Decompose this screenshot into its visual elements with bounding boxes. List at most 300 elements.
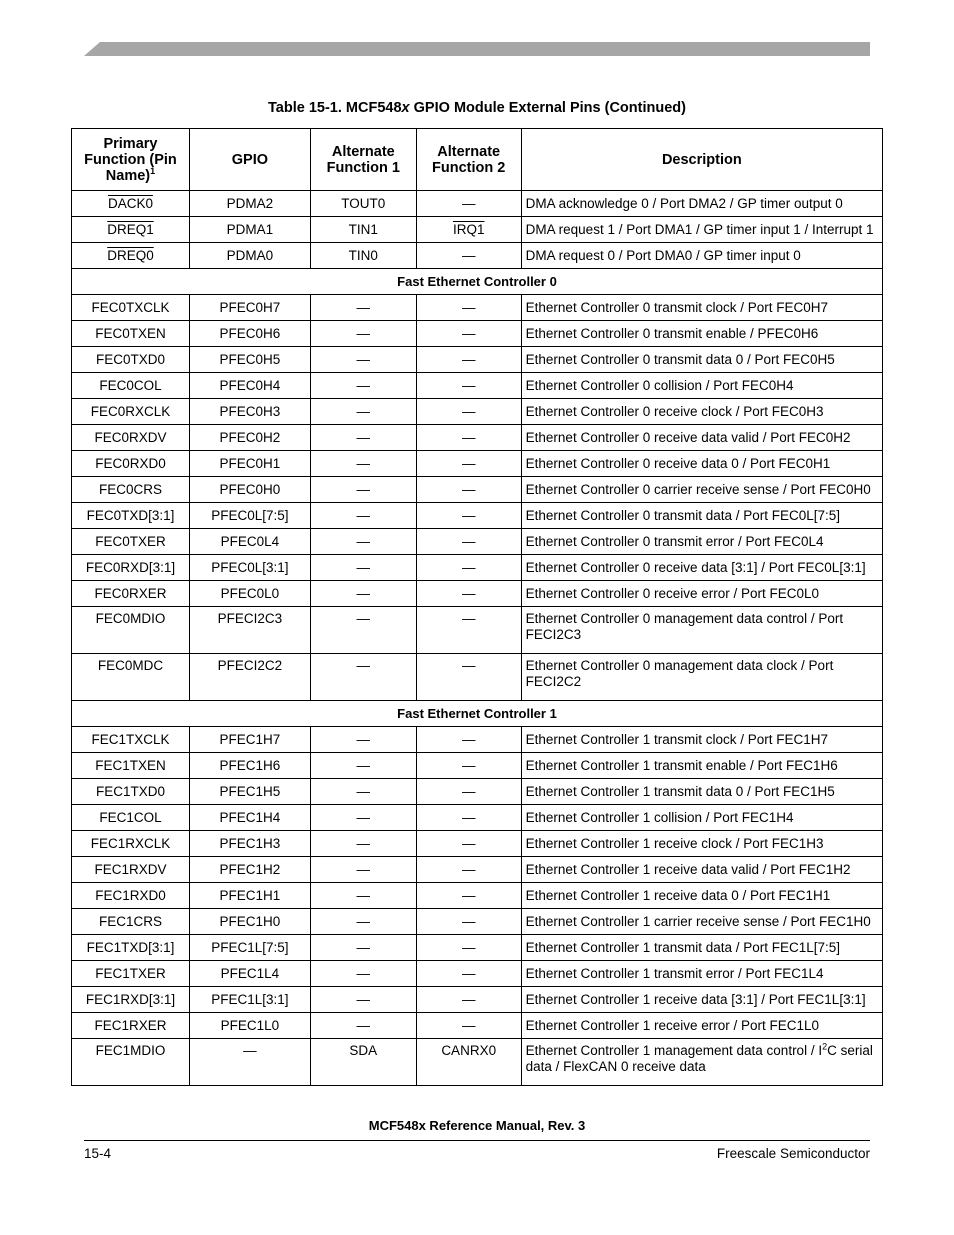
pin-name-cell	[72, 373, 190, 399]
gpio-cell	[189, 1039, 310, 1086]
description-cell	[521, 243, 882, 269]
footer-divider	[84, 1140, 870, 1141]
pin-name-cell	[72, 1013, 190, 1039]
description-cell	[521, 191, 882, 217]
alt2-cell	[416, 217, 521, 243]
description-cell-text: Ethernet Controller 1 receive error / Port FEC1L0	[525, 1017, 820, 1033]
alt1-cell	[310, 373, 416, 399]
manual-title: MCF548x Reference Manual, Rev. 3	[368, 1118, 586, 1133]
description-cell	[521, 399, 882, 425]
description-cell-text: Ethernet Controller 1 collision / Port FEC1H4	[525, 809, 794, 825]
gpio-cell	[189, 1013, 310, 1039]
gpio-cell-text: PDMA1	[226, 221, 274, 237]
col-alt-function-2: Alternate Function 2	[416, 129, 521, 191]
table-row	[72, 321, 883, 347]
description-cell-text: Ethernet Controller 1 receive data valid / Port FEC1H2	[525, 861, 851, 877]
gpio-cell-text: PFEC1H5	[219, 783, 281, 799]
alt1-cell-text: —	[356, 835, 371, 851]
alt1-cell-text: —	[356, 1017, 371, 1033]
description-cell-text: Ethernet Controller 0 transmit clock / Port FEC0H7	[525, 299, 829, 315]
alt1-cell	[310, 555, 416, 581]
description-cell	[521, 607, 882, 654]
alt1-cell	[310, 805, 416, 831]
gpio-cell	[189, 935, 310, 961]
description-cell	[521, 347, 882, 373]
alt1-cell	[310, 727, 416, 753]
pin-name-cell-text: FEC0COL	[99, 377, 162, 393]
gpio-cell	[189, 399, 310, 425]
table-row	[72, 295, 883, 321]
alt2-cell	[416, 295, 521, 321]
alt1-cell-text: —	[356, 658, 371, 673]
gpio-cell	[189, 321, 310, 347]
pin-name-cell-text: FEC0TXER	[95, 533, 166, 549]
description-cell	[521, 373, 882, 399]
pin-name-cell-text: DACK0	[107, 195, 153, 211]
description-cell-text: Ethernet Controller 1 transmit data / Port FEC1L[7:5]	[525, 939, 841, 955]
pin-name-cell	[72, 1039, 190, 1086]
alt1-cell	[310, 217, 416, 243]
alt2-cell-text: CANRX0	[441, 1043, 497, 1058]
alt2-cell	[416, 961, 521, 987]
alt1-cell	[310, 399, 416, 425]
alt2-cell-text: —	[461, 887, 476, 903]
gpio-cell	[189, 987, 310, 1013]
gpio-cell-text: PFEC1H2	[219, 861, 281, 877]
gpio-cell	[189, 503, 310, 529]
pin-table	[71, 128, 883, 1086]
alt2-cell	[416, 373, 521, 399]
pin-name-cell-text: FEC1RXD0	[95, 887, 166, 903]
pin-name-cell	[72, 987, 190, 1013]
description-cell-text: Ethernet Controller 0 transmit enable / PFEC0H6	[525, 325, 819, 341]
gpio-cell-text: PFEC0L4	[220, 533, 280, 549]
description-cell-text: Ethernet Controller 1 transmit data 0 / Port FEC1H5	[525, 783, 835, 799]
pin-name-cell-text: FEC0TXCLK	[91, 299, 170, 315]
gpio-cell-text: PFEC0L0	[220, 585, 280, 601]
table-row	[72, 654, 883, 701]
table-row	[72, 727, 883, 753]
alt1-cell	[310, 935, 416, 961]
pin-name-cell-text: DREQ0	[107, 247, 154, 263]
pin-name-cell	[72, 727, 190, 753]
pin-name-cell-text: FEC1MDIO	[95, 1043, 166, 1058]
alt1-cell	[310, 987, 416, 1013]
alt2-cell-text: —	[461, 913, 476, 929]
alt2-cell	[416, 503, 521, 529]
gpio-cell-text: PFEC0H2	[219, 429, 281, 445]
alt1-cell-text: —	[356, 809, 371, 825]
alt2-cell	[416, 347, 521, 373]
description-cell-text: Ethernet Controller 1 receive data [3:1] / Port FEC1L[3:1]	[525, 991, 866, 1007]
gpio-cell-text: —	[243, 1043, 257, 1058]
alt2-cell-text: —	[461, 757, 476, 773]
alt2-cell-text: —	[461, 1017, 476, 1033]
alt2-cell	[416, 805, 521, 831]
alt1-cell-text: —	[356, 731, 371, 747]
alt1-cell-text: —	[356, 325, 371, 341]
description-cell-text: Ethernet Controller 1 receive clock / Port FEC1H3	[525, 835, 824, 851]
gpio-cell	[189, 529, 310, 555]
alt2-cell-text: —	[461, 809, 476, 825]
gpio-cell-text: PFEC1L[3:1]	[211, 991, 289, 1007]
pin-name-cell	[72, 961, 190, 987]
pin-name-cell	[72, 581, 190, 607]
alt2-cell-text: —	[461, 991, 476, 1007]
pin-name-cell	[72, 654, 190, 701]
table-row	[72, 831, 883, 857]
description-cell	[521, 987, 882, 1013]
description-cell	[521, 935, 882, 961]
alt1-cell-text: TIN0	[348, 247, 378, 263]
alt1-cell	[310, 779, 416, 805]
alt2-cell	[416, 779, 521, 805]
alt1-cell	[310, 243, 416, 269]
alt1-cell-text: —	[356, 913, 371, 929]
gpio-cell-text: PFEC0H5	[219, 351, 281, 367]
description-cell	[521, 321, 882, 347]
alt2-cell	[416, 243, 521, 269]
alt2-cell-text: —	[461, 481, 476, 497]
gpio-cell-text: PFEC1L0	[220, 1017, 280, 1033]
alt2-cell	[416, 753, 521, 779]
description-cell-text: Ethernet Controller 1 transmit error / Port FEC1L4	[525, 965, 824, 981]
alt1-cell-text: —	[356, 559, 371, 575]
pin-name-cell	[72, 607, 190, 654]
pin-name-cell	[72, 347, 190, 373]
alt1-cell-text: —	[356, 939, 371, 955]
alt1-cell	[310, 425, 416, 451]
description-cell-text: Ethernet Controller 0 receive data 0 / Port FEC0H1	[525, 455, 831, 471]
description-cell-text: Ethernet Controller 0 receive data valid / Port FEC0H2	[525, 429, 851, 445]
description-cell	[521, 654, 882, 701]
pin-name-cell-text: FEC0RXD0	[95, 455, 166, 471]
gpio-cell-text: PFEC1H3	[219, 835, 281, 851]
alt2-cell-text: —	[461, 611, 476, 626]
pin-name-cell	[72, 555, 190, 581]
alt1-cell-text: —	[356, 533, 371, 549]
pin-name-cell-text: FEC0RXDV	[94, 429, 167, 445]
alt1-cell-text: —	[356, 299, 371, 315]
gpio-cell	[189, 779, 310, 805]
pin-name-cell-text: FEC1TXCLK	[91, 731, 170, 747]
pin-name-cell	[72, 529, 190, 555]
table-row	[72, 935, 883, 961]
pin-name-cell-text: FEC1RXDV	[94, 861, 167, 877]
alt1-cell	[310, 831, 416, 857]
table-row	[72, 503, 883, 529]
gpio-cell	[189, 857, 310, 883]
gpio-cell-text: PFEC0H7	[219, 299, 281, 315]
company-name: Freescale Semiconductor	[716, 1146, 870, 1161]
pin-name-cell-text: FEC1RXER	[94, 1017, 167, 1033]
description-cell	[521, 805, 882, 831]
gpio-cell-text: PFEC1H7	[219, 731, 281, 747]
description-cell-text: Ethernet Controller 0 transmit error / Port FEC0L4	[525, 533, 824, 549]
alt2-cell-text: IRQ1	[452, 221, 485, 237]
gpio-cell-text: PFEC0H1	[219, 455, 281, 471]
pin-name-cell-text: FEC0TXEN	[95, 325, 166, 341]
alt2-cell	[416, 321, 521, 347]
description-cell	[521, 831, 882, 857]
alt1-cell-text: —	[356, 611, 371, 626]
alt1-cell-text: SDA	[349, 1043, 378, 1058]
table-row	[72, 399, 883, 425]
table-row	[72, 191, 883, 217]
description-cell: Ethernet Controller 1 management data control / $I^2C$ serial data / FlexCAN 0 receive data	[521, 1039, 882, 1086]
pin-name-cell	[72, 909, 190, 935]
alt1-cell	[310, 654, 416, 701]
alt1-cell-text: —	[356, 455, 371, 471]
gpio-cell	[189, 831, 310, 857]
pin-name-cell	[72, 503, 190, 529]
alt2-cell-text: —	[461, 533, 476, 549]
pin-name-cell-text: FEC0TXD0	[95, 351, 165, 367]
description-cell-text: Ethernet Controller 0 receive data [3:1] / Port FEC0L[3:1]	[525, 559, 866, 575]
description-cell	[521, 529, 882, 555]
alt1-cell	[310, 451, 416, 477]
alt1-cell	[310, 753, 416, 779]
alt2-cell	[416, 555, 521, 581]
description-cell	[521, 451, 882, 477]
alt1-cell	[310, 191, 416, 217]
pin-name-cell	[72, 399, 190, 425]
description-cell	[521, 909, 882, 935]
alt1-cell-text: —	[356, 965, 371, 981]
description-cell-text: DMA acknowledge 0 / Port DMA2 / GP timer output 0	[525, 195, 843, 211]
gpio-cell-text: PFEC0H4	[219, 377, 281, 393]
alt2-cell	[416, 425, 521, 451]
gpio-cell	[189, 191, 310, 217]
pin-name-cell-text: FEC1RXD[3:1]	[85, 991, 176, 1007]
gpio-cell	[189, 961, 310, 987]
gpio-cell-text: PFEC0H6	[219, 325, 281, 341]
pin-name-cell	[72, 779, 190, 805]
alt1-cell-text: TOUT0	[341, 195, 386, 211]
description-cell	[521, 503, 882, 529]
pin-name-cell-text: FEC1TXD0	[95, 783, 165, 799]
alt2-cell-text: —	[461, 247, 476, 263]
alt2-cell	[416, 727, 521, 753]
pin-name-cell-text: FEC0RXD[3:1]	[85, 559, 176, 575]
alt2-cell	[416, 1013, 521, 1039]
table-row	[72, 909, 883, 935]
alt1-cell-text: —	[356, 783, 371, 799]
table-row	[72, 779, 883, 805]
gpio-cell-text: PFEC0L[7:5]	[211, 507, 289, 523]
gpio-cell-text: PFEC1H1	[219, 887, 281, 903]
description-cell	[521, 727, 882, 753]
pin-name-cell-text: FEC1RXCLK	[90, 835, 171, 851]
gpio-cell	[189, 727, 310, 753]
gpio-cell-text: PFECI2C2	[217, 658, 283, 673]
gpio-cell-text: PFEC1H6	[219, 757, 281, 773]
pin-name-cell-text: FEC0TXD[3:1]	[86, 507, 175, 523]
description-cell-text: DMA request 0 / Port DMA0 / GP timer input 0	[525, 247, 801, 263]
alt1-cell-text: —	[356, 377, 371, 393]
alt2-cell	[416, 654, 521, 701]
pin-name-cell	[72, 321, 190, 347]
alt1-cell-text: —	[356, 507, 371, 523]
pin-name-cell	[72, 425, 190, 451]
alt1-cell-text: —	[356, 887, 371, 903]
alt1-cell	[310, 883, 416, 909]
table-row	[72, 555, 883, 581]
description-cell-text: Ethernet Controller 0 management data control / Port FECI2C3	[525, 611, 844, 642]
gpio-cell-text: PDMA0	[226, 247, 274, 263]
pin-name-cell	[72, 753, 190, 779]
alt1-cell	[310, 1013, 416, 1039]
pin-name-cell	[72, 857, 190, 883]
alt1-cell	[310, 607, 416, 654]
pin-name-cell	[72, 243, 190, 269]
description-cell	[521, 217, 882, 243]
description-cell-text: Ethernet Controller 0 receive clock / Port FEC0H3	[525, 403, 824, 419]
gpio-cell	[189, 347, 310, 373]
gpio-cell	[189, 654, 310, 701]
table-row	[72, 425, 883, 451]
gpio-cell	[189, 451, 310, 477]
alt1-cell-text: —	[356, 351, 371, 367]
alt1-cell	[310, 581, 416, 607]
gpio-cell	[189, 581, 310, 607]
table-row	[72, 347, 883, 373]
description-cell	[521, 883, 882, 909]
description-cell	[521, 857, 882, 883]
pin-name-cell	[72, 883, 190, 909]
table-row	[72, 883, 883, 909]
description-cell-text: Ethernet Controller 0 collision / Port FEC0H4	[525, 377, 794, 393]
pin-name-cell-text: FEC0RXCLK	[90, 403, 171, 419]
pin-name-cell	[72, 477, 190, 503]
col-primary-function: Primary Function (Pin Name)$^1$	[72, 129, 190, 191]
alt2-cell	[416, 935, 521, 961]
alt2-cell-text: —	[461, 658, 476, 673]
alt1-cell-text: —	[356, 757, 371, 773]
pin-name-cell	[72, 935, 190, 961]
alt2-cell	[416, 909, 521, 935]
gpio-cell-text: PFECI2C3	[217, 611, 283, 626]
table-row	[72, 217, 883, 243]
pin-name-cell-text: FEC1TXEN	[95, 757, 166, 773]
pin-name-cell-text: FEC1COL	[99, 809, 162, 825]
alt2-cell-text: —	[461, 429, 476, 445]
alt2-cell-text: —	[461, 403, 476, 419]
header-bar	[84, 42, 870, 56]
alt2-cell	[416, 607, 521, 654]
description-cell-text: Ethernet Controller 1 transmit clock / Port FEC1H7	[525, 731, 829, 747]
alt2-cell-text: —	[461, 585, 476, 601]
table-row	[72, 987, 883, 1013]
gpio-cell	[189, 295, 310, 321]
alt2-cell-text: —	[461, 299, 476, 315]
description-cell	[521, 779, 882, 805]
table-row	[72, 243, 883, 269]
alt2-cell-text: —	[461, 861, 476, 877]
table-row	[72, 581, 883, 607]
gpio-cell	[189, 425, 310, 451]
alt1-cell-text: —	[356, 585, 371, 601]
description-cell-text: Ethernet Controller 1 receive data 0 / Port FEC1H1	[525, 887, 831, 903]
section-heading: Fast Ethernet Controller 1	[72, 701, 883, 727]
alt2-cell-text: —	[461, 835, 476, 851]
description-cell-text: DMA request 1 / Port DMA1 / GP timer input 1 / Interrupt 1	[525, 221, 874, 237]
gpio-cell-text: PFEC0H3	[219, 403, 281, 419]
table-row	[72, 1013, 883, 1039]
gpio-cell	[189, 607, 310, 654]
table-row	[72, 857, 883, 883]
alt1-cell-text: —	[356, 861, 371, 877]
table-title: Table 15-1. MCF548x GPIO Module External Pins (Continued)	[268, 100, 686, 116]
description-cell-text: Ethernet Controller 0 transmit data 0 / Port FEC0H5	[525, 351, 835, 367]
description-cell	[521, 753, 882, 779]
pin-name-cell-text: FEC1TXER	[95, 965, 166, 981]
pin-name-cell	[72, 295, 190, 321]
description-cell-text: Ethernet Controller 1 transmit enable / Port FEC1H6	[525, 757, 838, 773]
gpio-cell	[189, 477, 310, 503]
pin-name-cell-text: DREQ1	[107, 221, 154, 237]
alt2-cell	[416, 451, 521, 477]
description-cell	[521, 1013, 882, 1039]
alt2-cell	[416, 987, 521, 1013]
alt2-cell	[416, 1039, 521, 1086]
gpio-cell	[189, 373, 310, 399]
alt2-cell	[416, 399, 521, 425]
alt1-cell	[310, 477, 416, 503]
alt1-cell	[310, 961, 416, 987]
section-heading: Fast Ethernet Controller 0	[72, 269, 883, 295]
gpio-cell	[189, 883, 310, 909]
description-cell	[521, 477, 882, 503]
section-row	[72, 701, 883, 727]
pin-name-cell	[72, 831, 190, 857]
description-cell	[521, 555, 882, 581]
alt2-cell-text: —	[461, 783, 476, 799]
description-cell-text: Ethernet Controller 0 transmit data / Port FEC0L[7:5]	[525, 507, 841, 523]
description-cell	[521, 961, 882, 987]
alt1-cell-text: —	[356, 429, 371, 445]
description-cell-text: Ethernet Controller 0 management data clock / Port FECI2C2	[525, 658, 834, 689]
alt2-cell-text: —	[461, 377, 476, 393]
section-row	[72, 269, 883, 295]
gpio-cell	[189, 555, 310, 581]
description-cell-text: Ethernet Controller 0 carrier receive sense / Port FEC0H0	[525, 481, 871, 497]
col-alt-function-1: Alternate Function 1	[310, 129, 416, 191]
pin-name-cell	[72, 191, 190, 217]
alt2-cell-text: —	[461, 939, 476, 955]
alt1-cell-text: —	[356, 481, 371, 497]
pin-name-cell-text: FEC0MDC	[97, 658, 164, 673]
alt2-cell-text: —	[461, 507, 476, 523]
alt2-cell-text: —	[461, 325, 476, 341]
description-cell-text: Ethernet Controller 1 carrier receive sense / Port FEC1H0	[525, 913, 871, 929]
table-row	[72, 477, 883, 503]
gpio-cell	[189, 243, 310, 269]
gpio-cell-text: PFEC0L[3:1]	[211, 559, 289, 575]
pin-name-cell-text: FEC1TXD[3:1]	[86, 939, 175, 955]
gpio-cell	[189, 909, 310, 935]
table-row	[72, 1039, 883, 1086]
alt1-cell	[310, 1039, 416, 1086]
description-cell	[521, 295, 882, 321]
table-row	[72, 529, 883, 555]
alt1-cell	[310, 857, 416, 883]
alt1-cell	[310, 503, 416, 529]
table-row	[72, 607, 883, 654]
col-description: Description	[521, 129, 882, 191]
table-row	[72, 373, 883, 399]
alt2-cell-text: —	[461, 195, 476, 211]
